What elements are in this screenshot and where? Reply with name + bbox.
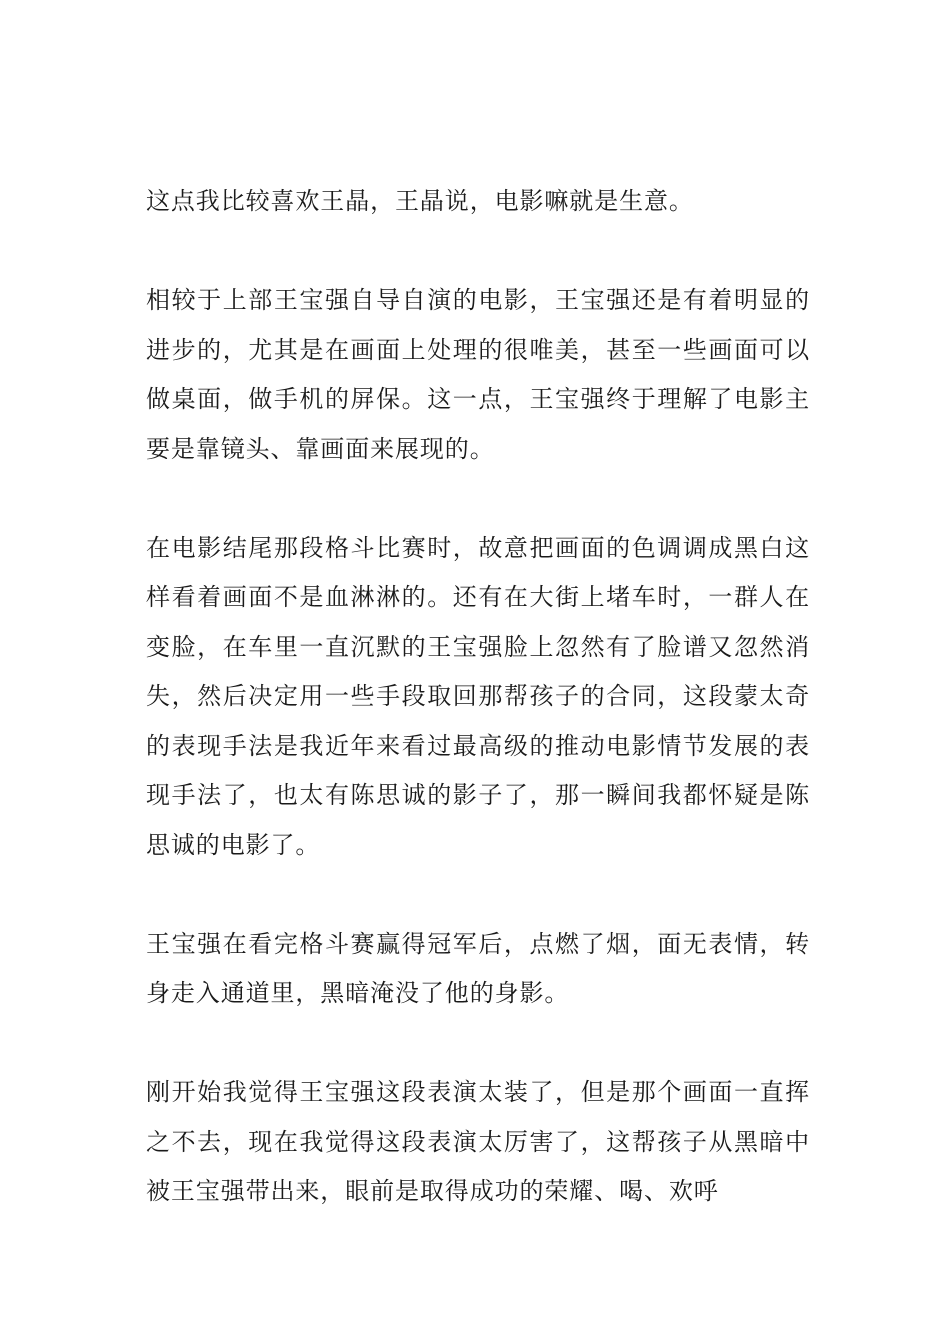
paragraph-2: 相较于上部王宝强自导自演的电影，王宝强还是有着明显的进步的，尤其是在画面上处理的很唯美，甚至一些画面可以做桌面，做手机的屏保。这一点，王宝强终于理解了电影主要是靠镜头、靠画面来展现的。 [146, 286, 810, 463]
paragraph-3: 在电影结尾那段格斗比赛时，故意把画面的色调调成黑白这样看着画面不是血淋淋的。还有在大街上堵车时，一群人在变脸，在车里一直沉默的王宝强脸上忽然有了脸谱又忽然消失，然后决定用一些手段取回那帮孩子的合同，这段蒙太奇的表现手法是我近年来看过最高级的推动电影情节发展的表现手法了，也太有陈思诚的影子了，那一瞬间我都怀疑是陈思诚的电影了。 [146, 533, 810, 859]
paragraph-5: 刚开始我觉得王宝强这段表演太装了，但是那个画面一直挥之不去，现在我觉得这段表演太厉害了，这帮孩子从黑暗中被王宝强带出来，眼前是取得成功的荣耀、喝、欢呼 [146, 1078, 810, 1205]
paragraph-1: 这点我比较喜欢王晶，王晶说，电影嘛就是生意。 [146, 187, 694, 215]
paragraph-4: 王宝强在看完格斗赛赢得冠军后，点燃了烟，面无表情，转身走入通道里，黑暗淹没了他的身影。 [146, 929, 810, 1007]
article-body [146, 177, 810, 1266]
